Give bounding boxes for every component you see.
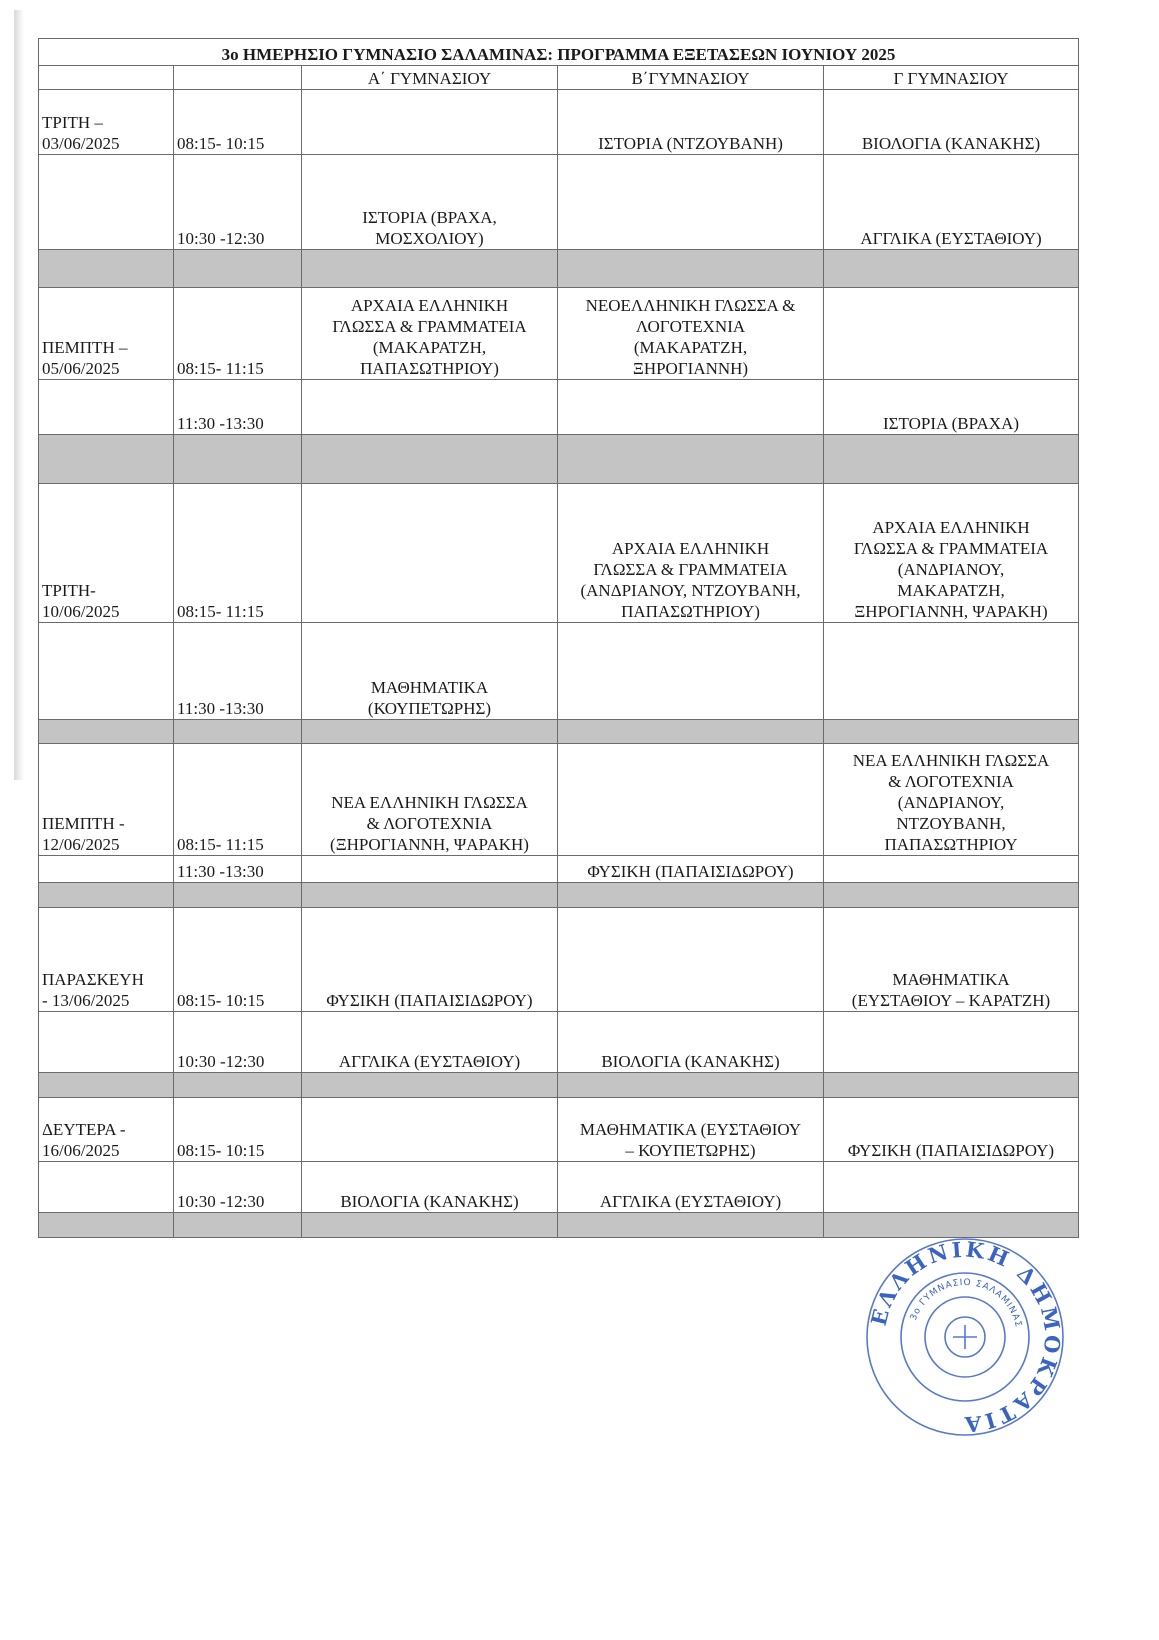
schedule-row	[39, 744, 1079, 856]
exam-line: ΜΑΘΗΜΑΤΙΚΑ	[892, 970, 1010, 989]
schedule-row	[39, 1012, 1079, 1073]
separator-cell	[558, 1213, 824, 1238]
time-cell: 10:30 -12:30	[174, 155, 302, 250]
stamp-outer-text: ΕΛΛΗΝΙΚΗ ΔΗΜΟΚΡΑΤΙΑ	[865, 1236, 1066, 1438]
exam-cell-grade-b	[558, 856, 824, 883]
exam-cell-grade-c	[824, 288, 1079, 380]
exam-line: (ΑΝΔΡΙΑΝΟΥ,	[897, 560, 1005, 579]
exam-line: ΓΛΩΣΣΑ & ΓΡΑΜΜΑΤΕΙΑ	[332, 317, 527, 336]
exam-line: (ΕΥΣΤΑΘΙΟΥ – ΚΑΡΑΤΖΗ)	[851, 991, 1051, 1010]
exam-line: ΦΥΣΙΚΗ (ΠΑΠΑΙΣΙΔΩΡΟΥ)	[326, 991, 533, 1010]
separator-cell	[824, 435, 1079, 484]
exam-line: ΝΕΑ ΕΛΛΗΝΙΚΗ ΓΛΩΣΣΑ	[331, 793, 528, 812]
day-cell	[39, 380, 174, 435]
exam-line: ΙΣΤΟΡΙΑ (ΒΡΑΧΑ,	[362, 208, 497, 227]
day-cell	[39, 856, 174, 883]
separator-cell	[558, 250, 824, 288]
exam-line: ΙΣΤΟΡΙΑ (ΒΡΑΧΑ)	[882, 414, 1020, 433]
exam-cell-grade-a	[302, 856, 558, 883]
separator-cell	[174, 435, 302, 484]
day-cell	[39, 484, 174, 623]
exam-line: ΑΡΧΑΙΑ ΕΛΛΗΝΙΚΗ	[872, 518, 1030, 537]
exam-cell-grade-a	[302, 380, 558, 435]
exam-cell-grade-a	[302, 1162, 558, 1213]
exam-line: ΜΑΘΗΜΑΤΙΚΑ (ΕΥΣΤΑΘΙΟΥ	[579, 1120, 802, 1139]
separator-cell	[302, 1213, 558, 1238]
exam-cell-grade-a	[302, 908, 558, 1012]
exam-cell-grade-b	[558, 1098, 824, 1162]
exam-line: ΝΤΖΟΥΒΑΝΗ,	[896, 814, 1006, 833]
time-cell: 10:30 -12:30	[174, 1162, 302, 1213]
day-cell	[39, 744, 174, 856]
day-cell	[39, 155, 174, 250]
exam-line: ΦΥΣΙΚΗ (ΠΑΠΑΙΣΙΔΩΡΟΥ)	[587, 862, 794, 881]
exam-cell-grade-a	[302, 155, 558, 250]
exam-cell-grade-a	[302, 288, 558, 380]
time-cell: 11:30 -13:30	[174, 623, 302, 720]
exam-line: & ΛΟΓΟΤΕΧΝΙΑ	[888, 772, 1014, 791]
exam-cell-grade-a	[302, 484, 558, 623]
exam-line: ΑΡΧΑΙΑ ΕΛΛΗΝΙΚΗ	[611, 539, 770, 558]
day-separator	[39, 883, 1079, 908]
exam-cell-grade-a	[302, 1012, 558, 1073]
header-grade-c: Γ ΓΥΜΝΑΣΙΟΥ	[824, 66, 1079, 90]
separator-cell	[302, 720, 558, 744]
exam-line: (ΜΑΚΑΡΑΤΖΗ,	[372, 338, 487, 357]
separator-cell	[174, 250, 302, 288]
header-empty-day	[39, 66, 174, 90]
exam-line: ΝΕΟΕΛΛΗΝΙΚΗ ΓΛΩΣΣΑ &	[585, 296, 796, 315]
exam-cell-grade-c	[824, 90, 1079, 155]
exam-line: (ΜΑΚΑΡΑΤΖΗ,	[633, 338, 748, 357]
exam-cell-grade-b	[558, 155, 824, 250]
exam-line: (ΑΝΔΡΙΑΝΟΥ,	[897, 793, 1005, 812]
exam-line: ΒΙΟΛΟΓΙΑ (ΚΑΝΑΚΗΣ)	[601, 1052, 780, 1071]
exam-line: ΛΟΓΟΤΕΧΝΙΑ	[635, 317, 746, 336]
exam-cell-grade-b	[558, 288, 824, 380]
exam-line: ΞΗΡΟΓΙΑΝΝΗ, ΨΑΡΑΚΗ)	[854, 602, 1048, 621]
time-cell: 08:15- 11:15	[174, 484, 302, 623]
day-name: ΠΕΜΠΤΗ -	[42, 814, 125, 833]
day-name: ΠΑΡΑΣΚΕΥΗ	[42, 970, 144, 989]
header-grade-b: Β΄ΓΥΜΝΑΣΙΟΥ	[558, 66, 824, 90]
time-cell: 10:30 -12:30	[174, 1012, 302, 1073]
schedule-row	[39, 623, 1079, 720]
exam-cell-grade-b	[558, 90, 824, 155]
exam-line: ΦΥΣΙΚΗ (ΠΑΠΑΙΣΙΔΩΡΟΥ)	[847, 1141, 1055, 1160]
exam-cell-grade-c	[824, 856, 1079, 883]
separator-cell	[302, 250, 558, 288]
exam-cell-grade-b	[558, 484, 824, 623]
exam-line: ΑΓΓΛΙΚΑ (ΕΥΣΤΑΘΙΟΥ)	[338, 1052, 521, 1071]
day-name: ΔΕΥΤΕΡΑ -	[42, 1120, 126, 1139]
day-separator	[39, 250, 1079, 288]
time-cell: 11:30 -13:30	[174, 380, 302, 435]
separator-cell	[39, 250, 174, 288]
exam-cell-grade-c	[824, 908, 1079, 1012]
exam-line: & ΛΟΓΟΤΕΧΝΙΑ	[366, 814, 493, 833]
exam-cell-grade-c	[824, 623, 1079, 720]
exam-line: ΑΓΓΛΙΚΑ (ΕΥΣΤΑΘΙΟΥ)	[599, 1192, 782, 1211]
schedule-row	[39, 155, 1079, 250]
separator-cell	[558, 1073, 824, 1098]
exam-line: ΓΛΩΣΣΑ & ΓΡΑΜΜΑΤΕΙΑ	[593, 560, 788, 579]
exam-line: – ΚΟΥΠΕΤΩΡΗΣ)	[625, 1141, 756, 1160]
exam-cell-grade-a	[302, 744, 558, 856]
day-name: ΤΡΙΤΗ-	[42, 581, 96, 600]
stamp-inner-text: 3ο ΓΥΜΝΑΣΙΟ ΣΑΛΑΜΙΝΑΣ	[908, 1277, 1024, 1329]
exam-cell-grade-c	[824, 155, 1079, 250]
exam-line: ΑΓΓΛΙΚΑ (ΕΥΣΤΑΘΙΟΥ)	[860, 229, 1042, 248]
day-cell	[39, 908, 174, 1012]
separator-cell	[39, 883, 174, 908]
time-cell: 08:15- 11:15	[174, 288, 302, 380]
day-date: 03/06/2025	[42, 134, 120, 153]
day-name: ΤΡΙΤΗ –	[42, 113, 103, 132]
day-separator	[39, 1073, 1079, 1098]
day-name: ΠΕΜΠΤΗ –	[42, 338, 128, 357]
stamp-emblem-cross	[953, 1325, 977, 1349]
header-empty-time	[174, 66, 302, 90]
separator-cell	[302, 883, 558, 908]
day-cell	[39, 623, 174, 720]
exam-line: (ΚΟΥΠΕΤΩΡΗΣ)	[367, 699, 492, 718]
scan-edge-shadow	[14, 10, 24, 780]
separator-cell	[824, 250, 1079, 288]
exam-line: ΒΙΟΛΟΓΙΑ (ΚΑΝΑΚΗΣ)	[861, 134, 1041, 153]
exam-cell-grade-c	[824, 744, 1079, 856]
schedule-row	[39, 484, 1079, 623]
exam-line: (ΞΗΡΟΓΙΑΝΝΗ, ΨΑΡΑΚΗ)	[330, 835, 529, 854]
exam-line: ΜΑΚΑΡΑΤΖΗ,	[897, 581, 1005, 600]
day-date: 12/06/2025	[42, 835, 120, 854]
separator-cell	[39, 1073, 174, 1098]
day-date: 05/06/2025	[42, 359, 120, 378]
header-grade-a: Α΄ ΓΥΜΝΑΣΙΟΥ	[302, 66, 558, 90]
separator-cell	[174, 883, 302, 908]
exam-line: ΠΑΠΑΣΩΤΗΡΙΟΥ)	[360, 359, 499, 378]
separator-cell	[824, 1073, 1079, 1098]
exam-line: ΠΑΠΑΣΩΤΗΡΙΟΥ)	[621, 602, 760, 621]
exam-line: ΑΡΧΑΙΑ ΕΛΛΗΝΙΚΗ	[350, 296, 509, 315]
schedule-row	[39, 288, 1079, 380]
exam-line: ΒΙΟΛΟΓΙΑ (ΚΑΝΑΚΗΣ)	[340, 1192, 519, 1211]
exam-cell-grade-a	[302, 623, 558, 720]
school-stamp	[860, 1232, 1070, 1442]
exam-cell-grade-c	[824, 1098, 1079, 1162]
exam-cell-grade-c	[824, 1162, 1079, 1213]
exam-line: ΜΑΘΗΜΑΤΙΚΑ	[370, 678, 489, 697]
schedule-row	[39, 1162, 1079, 1213]
day-separator	[39, 720, 1079, 744]
exam-cell-grade-c	[824, 484, 1079, 623]
exam-schedule-table	[38, 38, 1079, 1238]
schedule-row	[39, 856, 1079, 883]
day-cell	[39, 1098, 174, 1162]
exam-line: (ΑΝΔΡΙΑΝΟΥ, ΝΤΖΟΥΒΑΝΗ,	[580, 581, 801, 600]
exam-cell-grade-a	[302, 1098, 558, 1162]
separator-cell	[174, 1073, 302, 1098]
day-cell	[39, 90, 174, 155]
separator-cell	[39, 1213, 174, 1238]
separator-cell	[824, 720, 1079, 744]
separator-cell	[558, 883, 824, 908]
exam-cell-grade-b	[558, 908, 824, 1012]
separator-cell	[558, 435, 824, 484]
day-separator	[39, 435, 1079, 484]
day-cell	[39, 288, 174, 380]
time-cell: 08:15- 11:15	[174, 744, 302, 856]
exam-line: ΓΛΩΣΣΑ & ΓΡΑΜΜΑΤΕΙΑ	[853, 539, 1049, 558]
schedule-row	[39, 380, 1079, 435]
exam-line: ΠΑΠΑΣΩΤΗΡΙΟΥ	[884, 835, 1018, 854]
separator-cell	[39, 720, 174, 744]
time-cell: 08:15- 10:15	[174, 1098, 302, 1162]
separator-cell	[174, 720, 302, 744]
exam-line: ΜΟΣΧΟΛΙΟΥ)	[375, 229, 484, 248]
separator-cell	[174, 1213, 302, 1238]
page-title: 3ο ΗΜΕΡΗΣΙΟ ΓΥΜΝΑΣΙΟ ΣΑΛΑΜΙΝΑΣ: ΠΡΟΓΡΑΜΜΑ ΕΞΕΤΑΣΕΩΝ ΙΟΥΝΙΟΥ 2025	[39, 39, 1079, 66]
day-cell	[39, 1012, 174, 1073]
exam-cell-grade-c	[824, 380, 1079, 435]
exam-cell-grade-b	[558, 623, 824, 720]
separator-cell	[558, 720, 824, 744]
separator-cell	[824, 883, 1079, 908]
day-date: - 13/06/2025	[42, 991, 130, 1010]
exam-line: ΝΕΑ ΕΛΛΗΝΙΚΗ ΓΛΩΣΣΑ	[852, 751, 1050, 770]
time-cell: 11:30 -13:30	[174, 856, 302, 883]
separator-cell	[302, 435, 558, 484]
exam-cell-grade-b	[558, 744, 824, 856]
separator-cell	[302, 1073, 558, 1098]
exam-cell-grade-c	[824, 1012, 1079, 1073]
exam-cell-grade-b	[558, 380, 824, 435]
day-cell	[39, 1162, 174, 1213]
time-cell: 08:15- 10:15	[174, 90, 302, 155]
separator-cell	[39, 435, 174, 484]
exam-line: ΙΣΤΟΡΙΑ (ΝΤΖΟΥΒΑΝΗ)	[598, 134, 783, 153]
time-cell: 08:15- 10:15	[174, 908, 302, 1012]
schedule-row	[39, 90, 1079, 155]
schedule-row	[39, 1098, 1079, 1162]
schedule-row	[39, 908, 1079, 1012]
day-date: 10/06/2025	[42, 602, 120, 621]
exam-cell-grade-b	[558, 1012, 824, 1073]
exam-cell-grade-a	[302, 90, 558, 155]
day-date: 16/06/2025	[42, 1141, 120, 1160]
exam-cell-grade-b	[558, 1162, 824, 1213]
exam-line: ΞΗΡΟΓΙΑΝΝΗ)	[632, 359, 749, 378]
